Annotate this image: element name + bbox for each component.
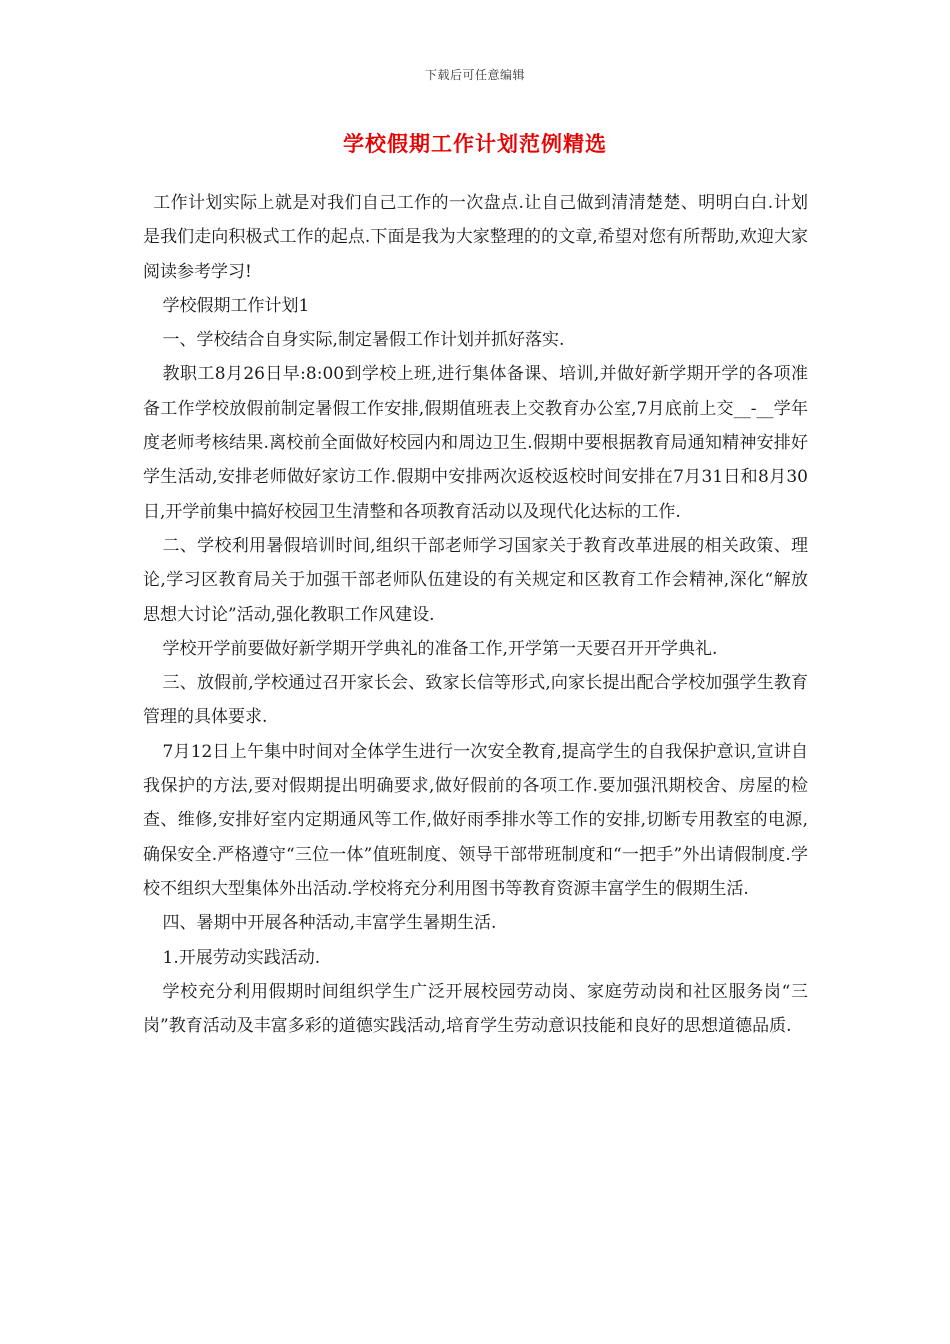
section-heading-plan-1: 学校假期工作计划1 <box>162 295 310 316</box>
paragraph-opening-ceremony: 学校开学前要做好新学期开学典礼的准备工作,开学第一天要召开开学典礼. <box>162 638 718 659</box>
paragraph-labor-practice: 学校充分利用假期时间组织学生广泛开展校园劳动岗、家庭劳动岗和社区服务岗“三岗”教育活动及丰富多彩的道德实践活动,培育学生劳动意识技能和良好的思想道德品质. <box>143 981 808 1037</box>
intro-paragraph: 工作计划实际上就是对我们自己工作的一次盘点.让自己做到清清楚楚、明明白白.计划是我们走向积极式工作的起点.下面是我为大家整理的的文章,希望对您有所帮助,欢迎大家阅读参考学习! <box>143 193 808 282</box>
document-body <box>143 186 808 1043</box>
paragraph-item-1: 一、学校结合自身实际,制定暑假工作计划并抓好落实. <box>162 330 565 351</box>
paragraph-item-3: 三、放假前,学校通过召开家长会、致家长信等形式,向家长提出配合学校加强学生教育管理的具体要求. <box>143 673 808 728</box>
document-title: 学校假期工作计划范例精选 <box>343 131 607 156</box>
paragraph-sub-item-1: 1.开展劳动实践活动. <box>162 947 321 968</box>
header-note: 下载后可任意编辑 <box>424 68 525 82</box>
paragraph-item-4: 四、暑期中开展各种活动,丰富学生暑期生活. <box>162 913 497 934</box>
paragraph-staff-schedule: 教职工8月26日早:8:00到学校上班,进行集体备课、培训,并做好新学期开学的各项准备工作学校放假前制定暑假工作安排,假期值班表上交教育办公室,7月底前上交__-__学年度老师考核结果.离校前全面做好校园内和周边卫生.假期中要根据教育局通知精神安排好学生活动,安排老师做好家访工作.假期中安排两次返校返校时间安排在7月31日和8月30日,开学前集中搞好校园卫生清整和各项教育活动以及现代化达标的工作. <box>143 364 808 522</box>
paragraph-safety-education: 7月12日上午集中时间对全体学生进行一次安全教育,提高学生的自我保护意识,宣讲自我保护的方法,要对假期提出明确要求,做好假前的各项工作.要加强汛期校舍、房屋的检查、维修,安排好室内定期通风等工作,做好雨季排水等工作的安排,切断专用教室的电源,确保安全.严格遵守“三位一体”值班制度、领导干部带班制度和“一把手”外出请假制度.学校不组织大型集体外出活动.学校将充分利用图书等教育资源丰富学生的假期生活. <box>143 741 808 899</box>
paragraph-item-2: 二、学校利用暑假培训时间,组织干部老师学习国家关于教育改革进展的相关政策、理论,学习区教育局关于加强干部老师队伍建设的有关规定和区教育工作会精神,深化“解放思想大讨论”活动,强化教职工作风建设. <box>143 535 808 625</box>
